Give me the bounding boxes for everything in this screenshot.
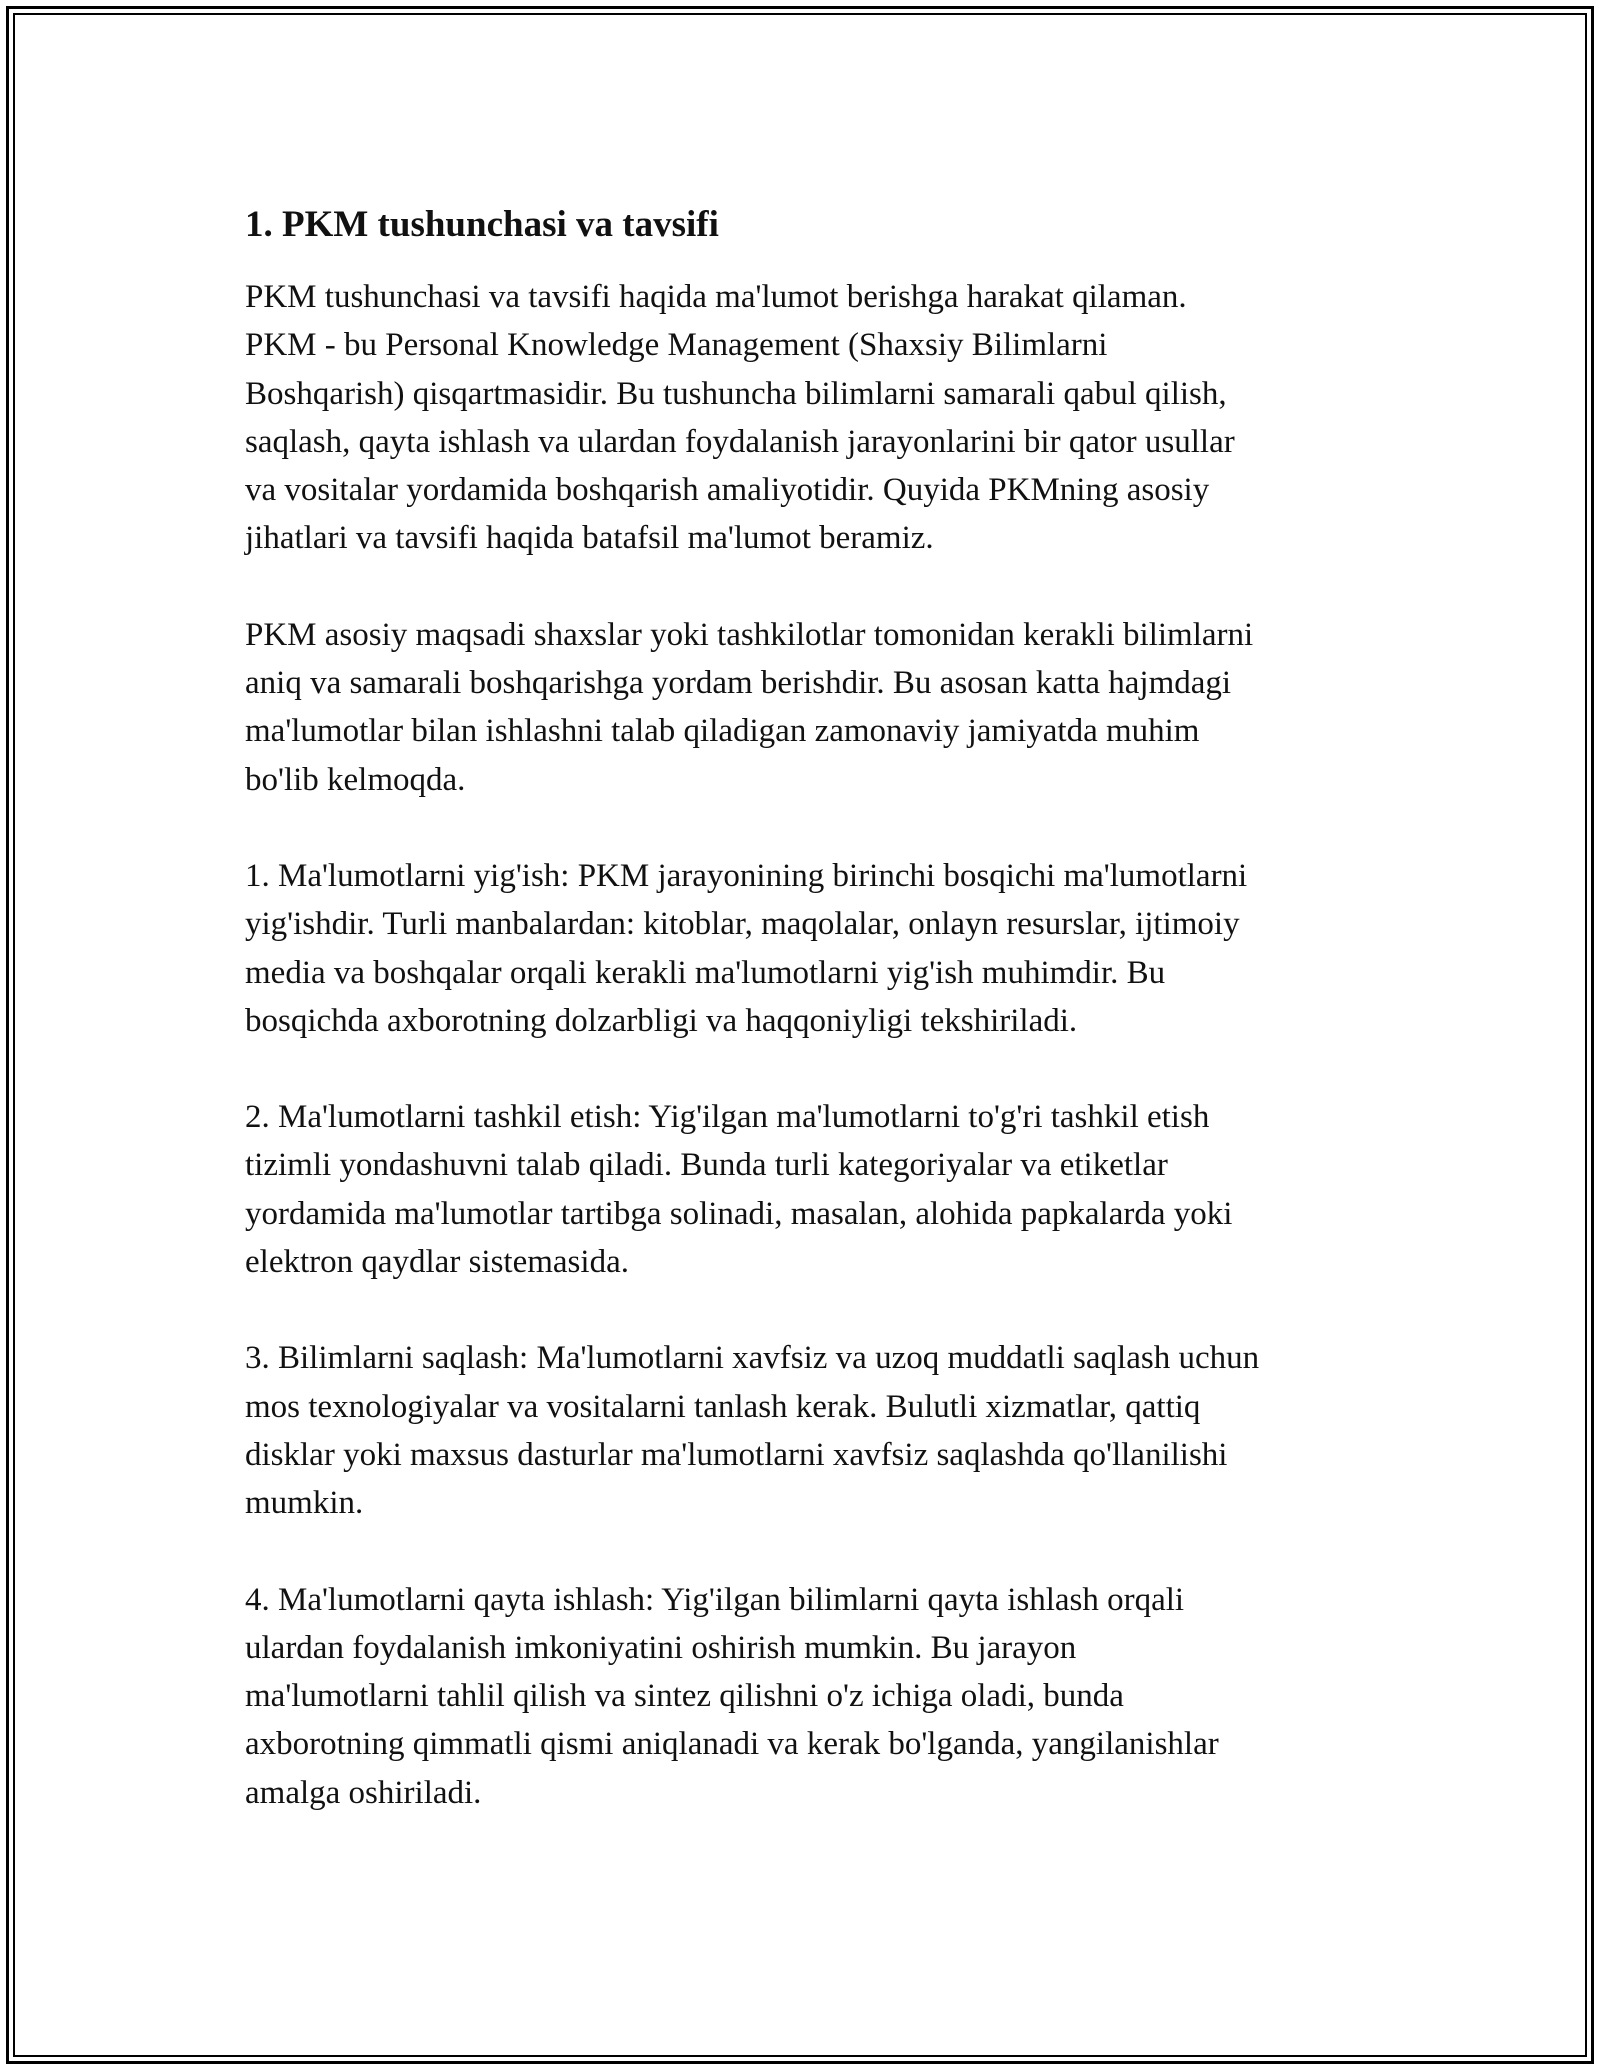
- intro-paragraph: PKM tushunchasi va tavsifi haqida ma'lumot berishga harakat qilaman. PKM - bu Personal Knowledge Management (Shaxsiy Bilimlarni Boshqarish) qisqartmasidir. Bu tushuncha bilimlarni samarali qabul qilish, saqlash, qayta ishlash va ulardan foydalanish jarayonlarini bir qator usullar va vositalar yordamida boshqarish amaliyotidir. Quyida PKMning asosiy jihatlari va tavsifi haqida batafsil ma'lumot beramiz.: [245, 279, 1235, 557]
- step-1-paragraph: 1. Ma'lumotlarni yig'ish: PKM jarayonining birinchi bosqichi ma'lumotlarni yig'ishdir. Turli manbalardan: kitoblar, maqolalar, onlayn resurslar, ijtimoiy media va boshqalar orqali kerakli ma'lumotlarni yig'ish muhimdir. Bu bosqichda axborotning dolzarbligi va haqqoniyligi tekshiriladi.: [245, 857, 1248, 1039]
- step-4-paragraph: 4. Ma'lumotlarni qayta ishlash: Yig'ilgan bilimlarni qayta ishlash orqali ulardan foydalanish imkoniyatini oshirish mumkin. Bu jarayon ma'lumotlarni tahlil qilish va sintez qilishni o'z ichiga oladi, bunda axborotning qimmatli qismi aniqlanadi va kerak bo'lganda, yangilanishlar amalga oshiriladi.: [245, 1581, 1219, 1811]
- purpose-paragraph: PKM asosiy maqsadi shaxslar yoki tashkilotlar tomonidan kerakli bilimlarni aniq va samarali boshqarishga yordam berishdir. Bu asosan katta hajmdagi ma'lumotlar bilan ishlashni talab qiladigan zamonaviy jamiyatda muhim bo'lib kelmoqda.: [245, 616, 1254, 798]
- page-frame: [6, 6, 1594, 2064]
- section-heading: 1. PKM tushunchasi va tavsifi: [245, 204, 719, 245]
- step-2-paragraph: 2. Ma'lumotlarni tashkil etish: Yig'ilgan ma'lumotlarni to'g'ri tashkil etish tizimli yondashuvni talab qiladi. Bunda turli kategoriyalar va etiketlar yordamida ma'lumotlar tartibga solinadi, masalan, alohida papkalarda yoki elektron qaydlar sistemasida.: [245, 1099, 1233, 1281]
- step-3-paragraph: 3. Bilimlarni saqlash: Ma'lumotlarni xavfsiz va uzoq muddatli saqlash uchun mos texnologiyalar va vositalarni tanlash kerak. Bulutli xizmatlar, qattiq disklar yoki maxsus dasturlar ma'lumotlarni xavfsiz saqlashda qo'llanilishi mumkin.: [245, 1340, 1260, 1522]
- document-content: [245, 197, 1385, 1865]
